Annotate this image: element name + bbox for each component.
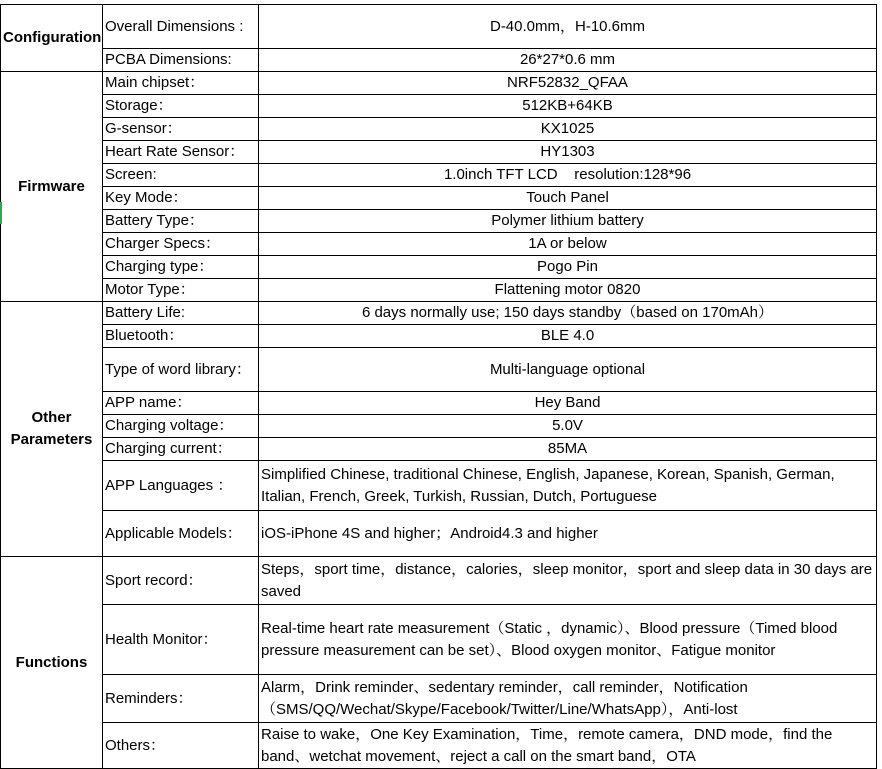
table-row [1, 164, 877, 187]
row-label: APP name： [103, 392, 259, 415]
category-firmware: Firmware [1, 72, 103, 302]
row-value: Raise to wake，One Key Examination，Time，remote camera，DND mode，find the band、wetchat movement、reject a call on the smart band，OTA [259, 723, 877, 769]
row-value: Steps，sport time，distance，calories，sleep monitor，sport and sleep data in 30 days are saved [259, 557, 877, 605]
row-value: 1A or below [259, 233, 877, 256]
spec-table [0, 4, 877, 769]
row-value: 85MA [259, 438, 877, 461]
row-label: Health Monitor： [103, 605, 259, 675]
row-label: Storage： [103, 95, 259, 118]
table-row [1, 605, 877, 675]
row-value: D-40.0mm，H-10.6mm [259, 5, 877, 49]
category-other-parameters: Other Parameters [1, 302, 103, 557]
table-row [1, 511, 877, 557]
row-label: Bluetooth： [103, 325, 259, 348]
row-label: Applicable Models： [103, 511, 259, 557]
row-label: Charging current： [103, 438, 259, 461]
row-value: 6 days normally use; 150 days standby（based on 170mAh） [259, 302, 877, 325]
category-functions: Functions [1, 557, 103, 769]
row-value: 512KB+64KB [259, 95, 877, 118]
row-label: Charging voltage： [103, 415, 259, 438]
table-row [1, 279, 877, 302]
row-value: 26*27*0.6 mm [259, 49, 877, 72]
table-row [1, 187, 877, 210]
table-row [1, 415, 877, 438]
row-value: Real-time heart rate measurement（Static ，dynamic）、Blood pressure（Timed blood pressure measurement can be set）、Blood oxygen monitor、Fatigue monitor [259, 605, 877, 675]
row-value: Flattening motor 0820 [259, 279, 877, 302]
row-value: Multi-language optional [259, 348, 877, 392]
table-row [1, 5, 877, 49]
row-label: Battery Life: [103, 302, 259, 325]
row-value: Simplified Chinese, traditional Chinese, English, Japanese, Korean, Spanish, German, Italian, French, Greek, Turkish, Russian, Dutch, Portuguese [259, 461, 877, 511]
table-row [1, 438, 877, 461]
table-row [1, 392, 877, 415]
table-row [1, 325, 877, 348]
row-label: Screen: [103, 164, 259, 187]
table-row [1, 557, 877, 605]
row-label: Main chipset： [103, 72, 259, 95]
row-label: Overall Dimensions : [103, 5, 259, 49]
table-row [1, 49, 877, 72]
row-value: KX1025 [259, 118, 877, 141]
table-row [1, 302, 877, 325]
spec-sheet [0, 4, 878, 769]
row-label: APP Languages ： [103, 461, 259, 511]
row-value: Alarm，Drink reminder、sedentary reminder，call reminder，Notification（SMS/QQ/Wechat/Skype/Facebook/Twitter/Line/WhatsApp），Anti-lost [259, 675, 877, 723]
table-row [1, 723, 877, 769]
row-label: Reminders： [103, 675, 259, 723]
table-row [1, 233, 877, 256]
table-row [1, 72, 877, 95]
row-value: BLE 4.0 [259, 325, 877, 348]
row-label: Motor Type： [103, 279, 259, 302]
table-row [1, 210, 877, 233]
row-label: Battery Type： [103, 210, 259, 233]
table-row [1, 461, 877, 511]
row-label: Charging type： [103, 256, 259, 279]
table-row [1, 95, 877, 118]
table-row [1, 118, 877, 141]
row-label: Charger Specs： [103, 233, 259, 256]
table-row [1, 141, 877, 164]
row-label: Heart Rate Sensor： [103, 141, 259, 164]
category-configuration: Configuration [1, 5, 103, 72]
row-value: 5.0V [259, 415, 877, 438]
row-label: Others： [103, 723, 259, 769]
row-label: G-sensor： [103, 118, 259, 141]
row-value: Pogo Pin [259, 256, 877, 279]
row-value: HY1303 [259, 141, 877, 164]
row-value: Polymer lithium battery [259, 210, 877, 233]
table-row [1, 675, 877, 723]
table-row [1, 256, 877, 279]
row-value: Hey Band [259, 392, 877, 415]
cell-cursor-marker [0, 202, 2, 224]
row-label: Key Mode： [103, 187, 259, 210]
row-value: NRF52832_QFAA [259, 72, 877, 95]
row-label: Sport record： [103, 557, 259, 605]
row-value: iOS-iPhone 4S and higher；Android4.3 and higher [259, 511, 877, 557]
row-label: PCBA Dimensions: [103, 49, 259, 72]
table-row [1, 348, 877, 392]
row-value: 1.0inch TFT LCD resolution:128*96 [259, 164, 877, 187]
row-value: Touch Panel [259, 187, 877, 210]
row-label: Type of word library： [103, 348, 259, 392]
